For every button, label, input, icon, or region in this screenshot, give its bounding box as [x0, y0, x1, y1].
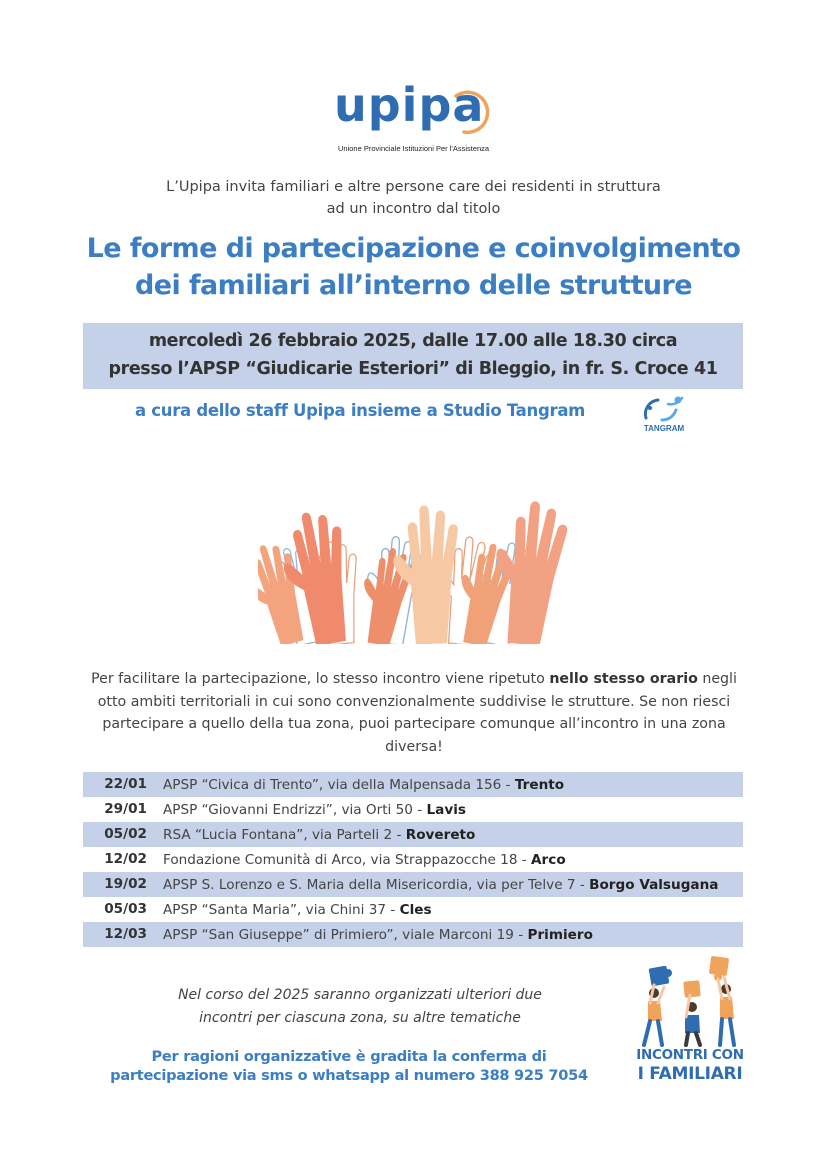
page-title	[0, 230, 827, 304]
schedule-row	[83, 897, 743, 922]
schedule-date: 29/01	[104, 801, 147, 817]
schedule-venue: RSA “Lucia Fontana”, via Parteli 2 - Rovereto	[163, 827, 476, 843]
intro-text	[0, 176, 827, 220]
confirmation-text	[90, 1047, 608, 1085]
logo-arc-icon	[450, 88, 494, 140]
intro-line-1: L’Upipa invita familiari e altre persone care dei residenti in struttura	[166, 179, 661, 195]
schedule-date: 19/02	[104, 876, 147, 892]
note-line-2: incontri per ciascuna zona, su altre tematiche	[199, 1010, 521, 1026]
schedule-row	[83, 822, 743, 847]
logo-subtitle: Unione Provinciale Istituzioni Per l'Assistenza	[338, 144, 490, 153]
tangram-logo	[638, 394, 690, 436]
schedule-venue: APSP “Giovanni Endrizzi”, via Orti 50 - Lavis	[163, 802, 466, 818]
confirm-line-1: Per ragioni organizzative è gradita la conferma di	[151, 1048, 547, 1065]
schedule-row	[83, 872, 743, 897]
schedule-place: Lavis	[426, 802, 466, 818]
organizer-line: a cura dello staff Upipa insieme a Studio Tangram	[135, 401, 586, 420]
schedule-place: Borgo Valsugana	[589, 877, 719, 893]
schedule-venue: APSP “Civica di Trento”, via della Malpensada 156 - Trento	[163, 777, 565, 793]
schedule-row	[83, 772, 743, 797]
puzzle-people-illustration	[630, 955, 748, 1047]
schedule-venue: Fondazione Comunità di Arco, via Strappazocche 18 - Arco	[163, 852, 566, 868]
schedule-place: Primiero	[527, 927, 593, 943]
intro-line-2: ad un incontro dal titolo	[326, 201, 501, 217]
future-meetings-note	[120, 984, 600, 1030]
event-where: presso l’APSP “Giudicarie Esteriori” di Bleggio, in fr. S. Croce 41	[108, 359, 718, 379]
para-text-1: Per facilitare la partecipazione, lo stesso incontro viene ripetuto	[91, 671, 550, 687]
info-paragraph	[88, 668, 740, 758]
event-when: mercoledì 26 febbraio 2025, dalle 17.00 alle 18.30 circa	[148, 331, 678, 351]
title-line-2: dei familiari all’interno delle strutture	[135, 270, 692, 301]
incontri-badge	[628, 1046, 752, 1084]
schedule-place: Arco	[531, 852, 566, 868]
schedule-date: 22/01	[104, 776, 147, 792]
logo-wordmark: upipa	[334, 78, 485, 132]
upipa-logo	[330, 78, 500, 160]
schedule-date: 12/02	[104, 851, 147, 867]
schedule-row	[83, 797, 743, 822]
incontri-line-1: INCONTRI CON	[636, 1047, 744, 1063]
schedule-venue: APSP S. Lorenzo e S. Maria della Misericordia, via per Telve 7 - Borgo Valsugana	[163, 877, 719, 893]
schedule-list	[83, 772, 743, 947]
schedule-venue: APSP “San Giuseppe” di Primiero”, viale Marconi 19 - Primiero	[163, 927, 593, 943]
schedule-date: 05/03	[104, 901, 147, 917]
schedule-date: 12/03	[104, 926, 147, 942]
schedule-row	[83, 922, 743, 947]
para-bold: nello stesso orario	[549, 671, 698, 687]
confirm-line-2: partecipazione via sms o whatsapp al numero 388 925 7054	[110, 1067, 588, 1084]
schedule-date: 05/02	[104, 826, 147, 842]
event-details	[83, 327, 743, 383]
schedule-place: Rovereto	[405, 827, 476, 843]
raised-hands-illustration	[258, 444, 570, 644]
note-line-1: Nel corso del 2025 saranno organizzati ulteriori due	[178, 987, 542, 1003]
schedule-place: Trento	[514, 777, 565, 793]
schedule-row	[83, 847, 743, 872]
schedule-place: Cles	[399, 902, 432, 918]
tangram-logo-icon	[638, 394, 690, 428]
para-text-2: negli otto ambiti territoriali in cui sono convenzionalmente suddivise le strutture. Se non riesci partecipare a quello della tua zona, puoi partecipare comunque all’incontro in una zona diversa!	[97, 671, 737, 755]
tangram-label: TANGRAM	[643, 424, 685, 433]
incontri-line-2: I FAMILIARI	[637, 1064, 743, 1084]
title-line-1: Le forme di partecipazione e coinvolgimento	[86, 233, 741, 264]
schedule-venue: APSP “Santa Maria”, via Chini 37 - Cles	[163, 902, 432, 918]
